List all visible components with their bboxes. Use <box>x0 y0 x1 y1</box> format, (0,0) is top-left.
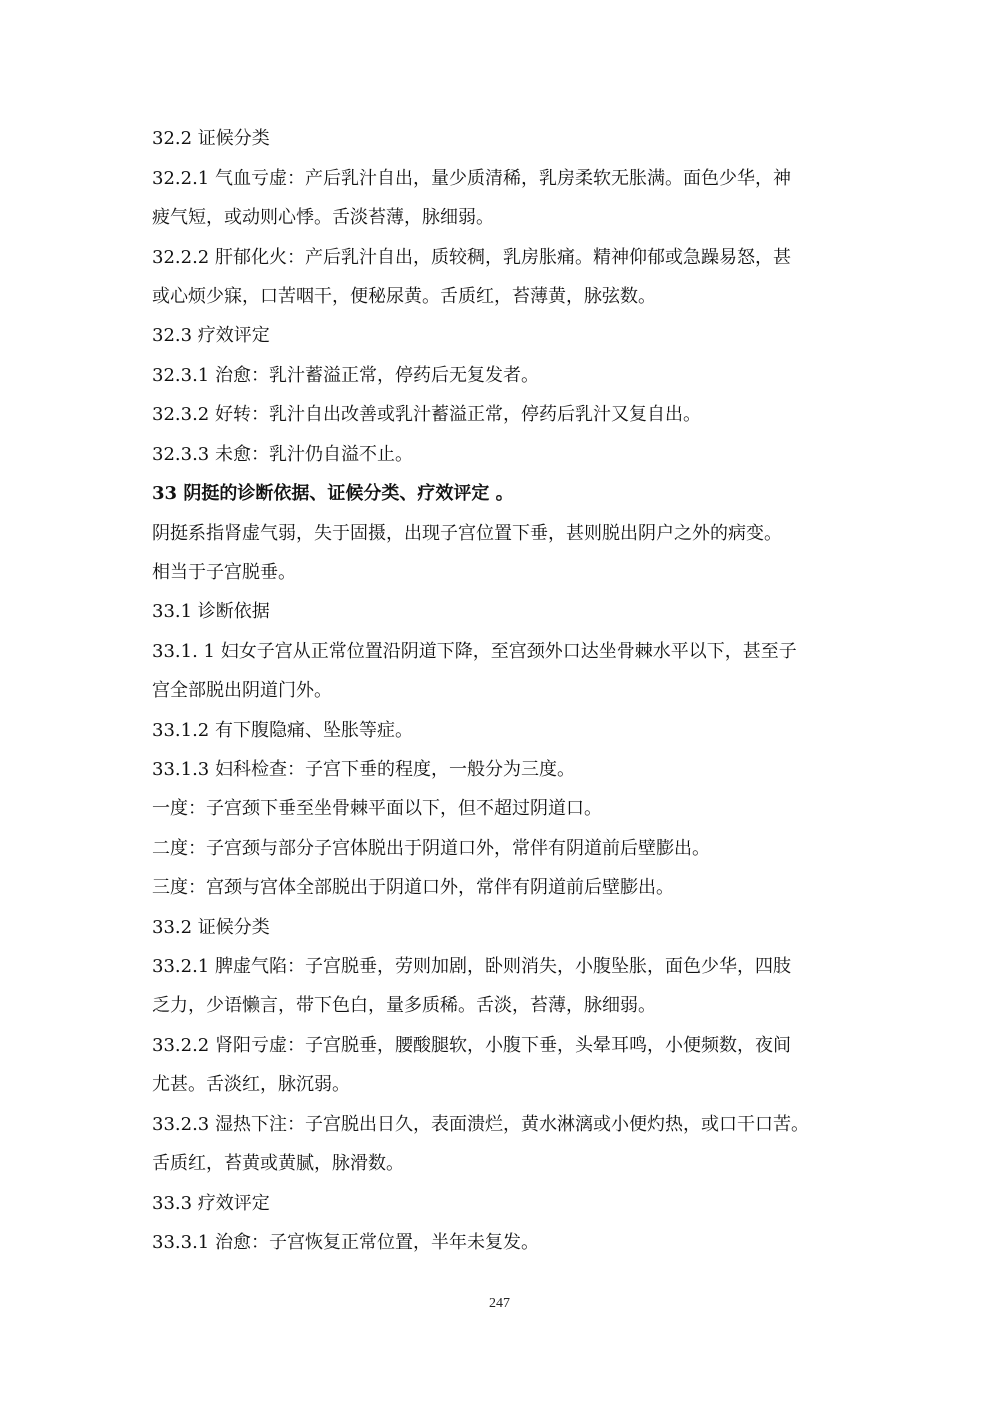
paragraph-line: 33.3.1 治愈：子宫恢复正常位置，半年未复发。 <box>152 1232 539 1253</box>
paragraph-line: 相当于子宫脱垂。 <box>152 562 296 583</box>
paragraph-line: 32.2.2 肝郁化火：产后乳汁自出，质较稠，乳房胀痛。精神仰郁或急躁易怒，甚 <box>152 247 791 268</box>
chapter-heading: 33 阴挺的诊断依据、证候分类、疗效评定 。 <box>152 483 514 504</box>
paragraph-line: 33.2.3 湿热下注：子宫脱出日久，表面溃烂，黄水淋漓或小便灼热，或口干口苦。 <box>152 1114 809 1135</box>
paragraph-line: 疲气短，或动则心悸。舌淡苔薄，脉细弱。 <box>152 207 494 228</box>
paragraph-line: 舌质红，苔黄或黄腻，脉滑数。 <box>152 1153 404 1174</box>
paragraph-line: 32.2.1 气血亏虚：产后乳汁自出，量少质清稀，乳房柔软无胀满。面色少华，神 <box>152 168 791 189</box>
paragraph-line: 33.1.2 有下腹隐痛、坠胀等症。 <box>152 720 413 741</box>
paragraph-line: 33.1.3 妇科检查：子宫下垂的程度，一般分为三度。 <box>152 759 575 780</box>
paragraph-line: 或心烦少寐，口苦咽干，便秘尿黄。舌质红，苔薄黄，脉弦数。 <box>152 286 656 307</box>
paragraph-line: 阴挺系指肾虚气弱，失于固摄，出现子宫位置下垂，甚则脱出阴户之外的病变。 <box>152 523 782 544</box>
paragraph-line: 乏力，少语懒言，带下色白，量多质稀。舌淡，苔薄，脉细弱。 <box>152 995 656 1016</box>
paragraph-line: 尤甚。舌淡红，脉沉弱。 <box>152 1074 350 1095</box>
paragraph-line: 32.3.1 治愈：乳汁蓄溢正常，停药后无复发者。 <box>152 365 539 386</box>
paragraph-line: 32.3.3 未愈：乳汁仍自溢不止。 <box>152 444 413 465</box>
paragraph-line: 宫全部脱出阴道门外。 <box>152 680 332 701</box>
paragraph-line: 33.2.1 脾虚气陷：子宫脱垂，劳则加剧，卧则消失，小腹坠胀，面色少华，四肢 <box>152 956 791 977</box>
paragraph-line: 二度：子宫颈与部分子宫体脱出于阴道口外，常伴有阴道前后壁膨出。 <box>152 838 710 859</box>
paragraph-line: 三度：宫颈与宫体全部脱出于阴道口外，常伴有阴道前后壁膨出。 <box>152 877 674 898</box>
paragraph-line: 33.1. 1 妇女子宫从正常位置沿阴道下降，至宫颈外口达坐骨棘水平以下，甚至子 <box>152 641 797 662</box>
paragraph-line: 33.2.2 肾阳亏虚：子宫脱垂，腰酸腿软，小腹下垂，头晕耳鸣，小便频数，夜间 <box>152 1035 791 1056</box>
section-heading: 33.1 诊断依据 <box>152 601 270 622</box>
page-number: 247 <box>489 1296 510 1311</box>
section-heading: 32.3 疗效评定 <box>152 325 270 346</box>
paragraph-line: 一度：子宫颈下垂至坐骨棘平面以下，但不超过阴道口。 <box>152 798 602 819</box>
section-heading: 33.3 疗效评定 <box>152 1193 270 1214</box>
section-heading: 33.2 证候分类 <box>152 917 270 938</box>
paragraph-line: 32.3.2 好转：乳汁自出改善或乳汁蓄溢正常，停药后乳汁又复自出。 <box>152 404 701 425</box>
section-heading: 32.2 证候分类 <box>152 128 270 149</box>
